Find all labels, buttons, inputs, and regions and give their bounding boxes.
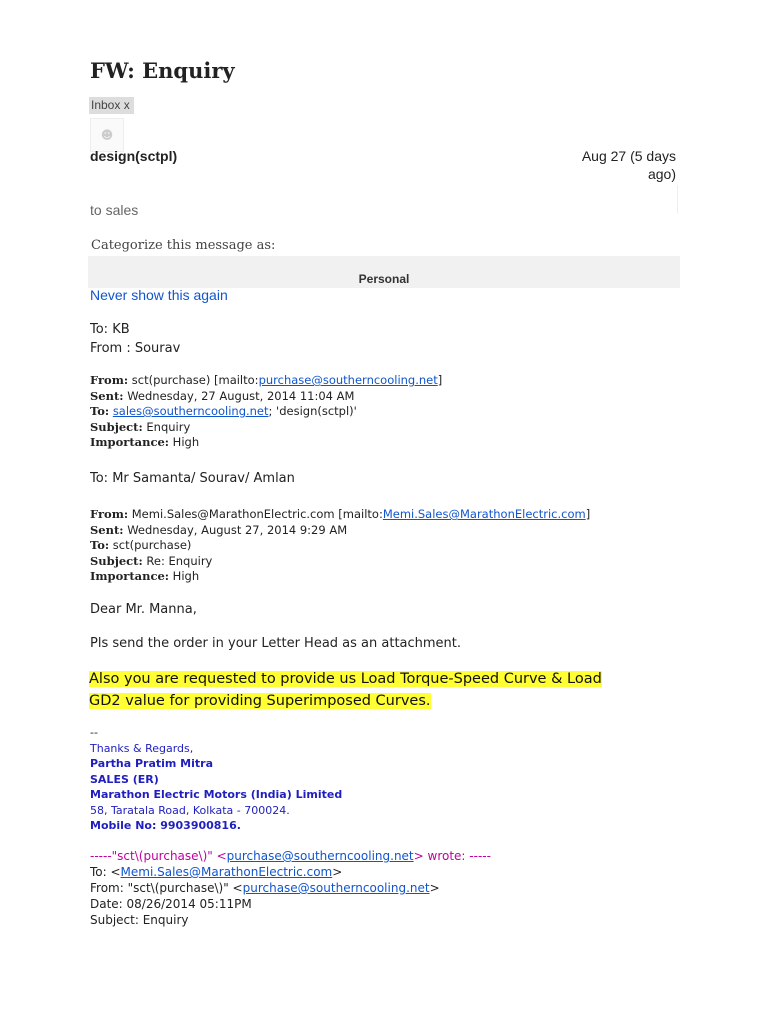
quoted-to-link[interactable]: Memi.Sales@MarathonElectric.com	[120, 865, 333, 879]
signature-name: Partha Pratim Mitra	[90, 757, 214, 770]
fwd2-to: To: sct(purchase)	[90, 538, 192, 552]
category-personal-button[interactable]	[88, 256, 680, 288]
never-show-link[interactable]: Never show this again	[90, 287, 228, 303]
category-personal-label: Personal	[358, 272, 410, 286]
fwd2-from-link[interactable]: Memi.Sales@MarathonElectric.com	[382, 507, 586, 521]
highlighted-request	[89, 668, 674, 712]
fwd2-importance: Importance: High	[90, 569, 200, 583]
signature-dashes: --	[90, 726, 98, 739]
fwd1-from-link[interactable]: purchase@southerncooling.net	[258, 373, 438, 387]
fwd1-to-link[interactable]: sales@southerncooling.net	[112, 404, 269, 418]
quoted-from-link[interactable]: purchase@southerncooling.net	[242, 881, 430, 895]
fwd1-sent: Sent: Wednesday, 27 August, 2014 11:04 AM	[90, 388, 355, 403]
quoted-subject: Subject: Enquiry	[90, 913, 189, 927]
salutation: Dear Mr. Manna,	[90, 602, 197, 617]
signature-thanks: Thanks & Regards,	[90, 741, 194, 755]
quoted-header	[90, 848, 491, 928]
sender-avatar	[90, 118, 124, 152]
fwd1-subject: Subject: Enquiry	[90, 419, 191, 434]
signature-company: Marathon Electric Motors (India) Limited	[90, 788, 343, 801]
fwd1-to: To: sales@southerncooling.net; 'design(sctpl)'	[90, 404, 357, 418]
fwd1-importance: Importance: High	[90, 435, 200, 449]
fwd2-subject: Subject: Re: Enquiry	[90, 553, 213, 568]
signature-dept: SALES (ER)	[90, 772, 159, 786]
quoted-wrote-line: -----"sct\(purchase\)" <purchase@southerncooling.net> wrote: -----	[90, 849, 491, 863]
intro-block	[90, 320, 180, 358]
fwd2-from: From: Memi.Sales@MarathonElectric.com [mailto:Memi.Sales@MarathonElectric.com]	[90, 507, 591, 521]
message-line-1: Pls send the order in your Letter Head as an attachment.	[90, 636, 462, 651]
email-subject: FW: Enquiry	[90, 58, 235, 83]
quoted-date: Date: 08/26/2014 05:11PM	[90, 897, 252, 911]
quoted-to: To: <Memi.Sales@MarathonElectric.com>	[90, 865, 343, 879]
signature-block	[90, 725, 342, 834]
divider	[677, 185, 678, 213]
quoted-from: From: "sct\(purchase\)" <purchase@southerncooling.net>	[90, 881, 440, 895]
quoted-wrote-link[interactable]: purchase@southerncooling.net	[226, 849, 414, 863]
highlight-line-1: Also you are requested to provide us Load Torque-Speed Curve & Load	[89, 671, 602, 687]
forward-header-2	[90, 507, 590, 585]
fwd2-sent: Sent: Wednesday, August 27, 2014 9:29 AM	[90, 522, 348, 537]
intro-to: To: KB	[90, 322, 130, 337]
fwd1-from: From: sct(purchase) [mailto:purchase@southerncooling.net]	[90, 373, 443, 387]
recipient-line[interactable]: to sales	[90, 202, 139, 218]
inbox-label-chip[interactable]: Inbox x	[89, 97, 134, 114]
greeting-to: To: Mr Samanta/ Sourav/ Amlan	[90, 471, 295, 486]
forward-header-1	[90, 373, 442, 451]
signature-address: 58, Taratala Road, Kolkata - 700024.	[90, 803, 290, 817]
categorize-prompt: Categorize this message as:	[91, 238, 276, 253]
message-date: Aug 27 (5 days ago)	[581, 148, 676, 182]
signature-mobile: Mobile No: 9903900816.	[90, 819, 241, 832]
highlight-line-2: GD2 value for providing Superimposed Curves.	[89, 693, 431, 709]
sender-name[interactable]: design(sctpl)	[90, 148, 178, 164]
intro-from: From : Sourav	[90, 341, 181, 356]
person-icon: ☻	[100, 128, 114, 142]
